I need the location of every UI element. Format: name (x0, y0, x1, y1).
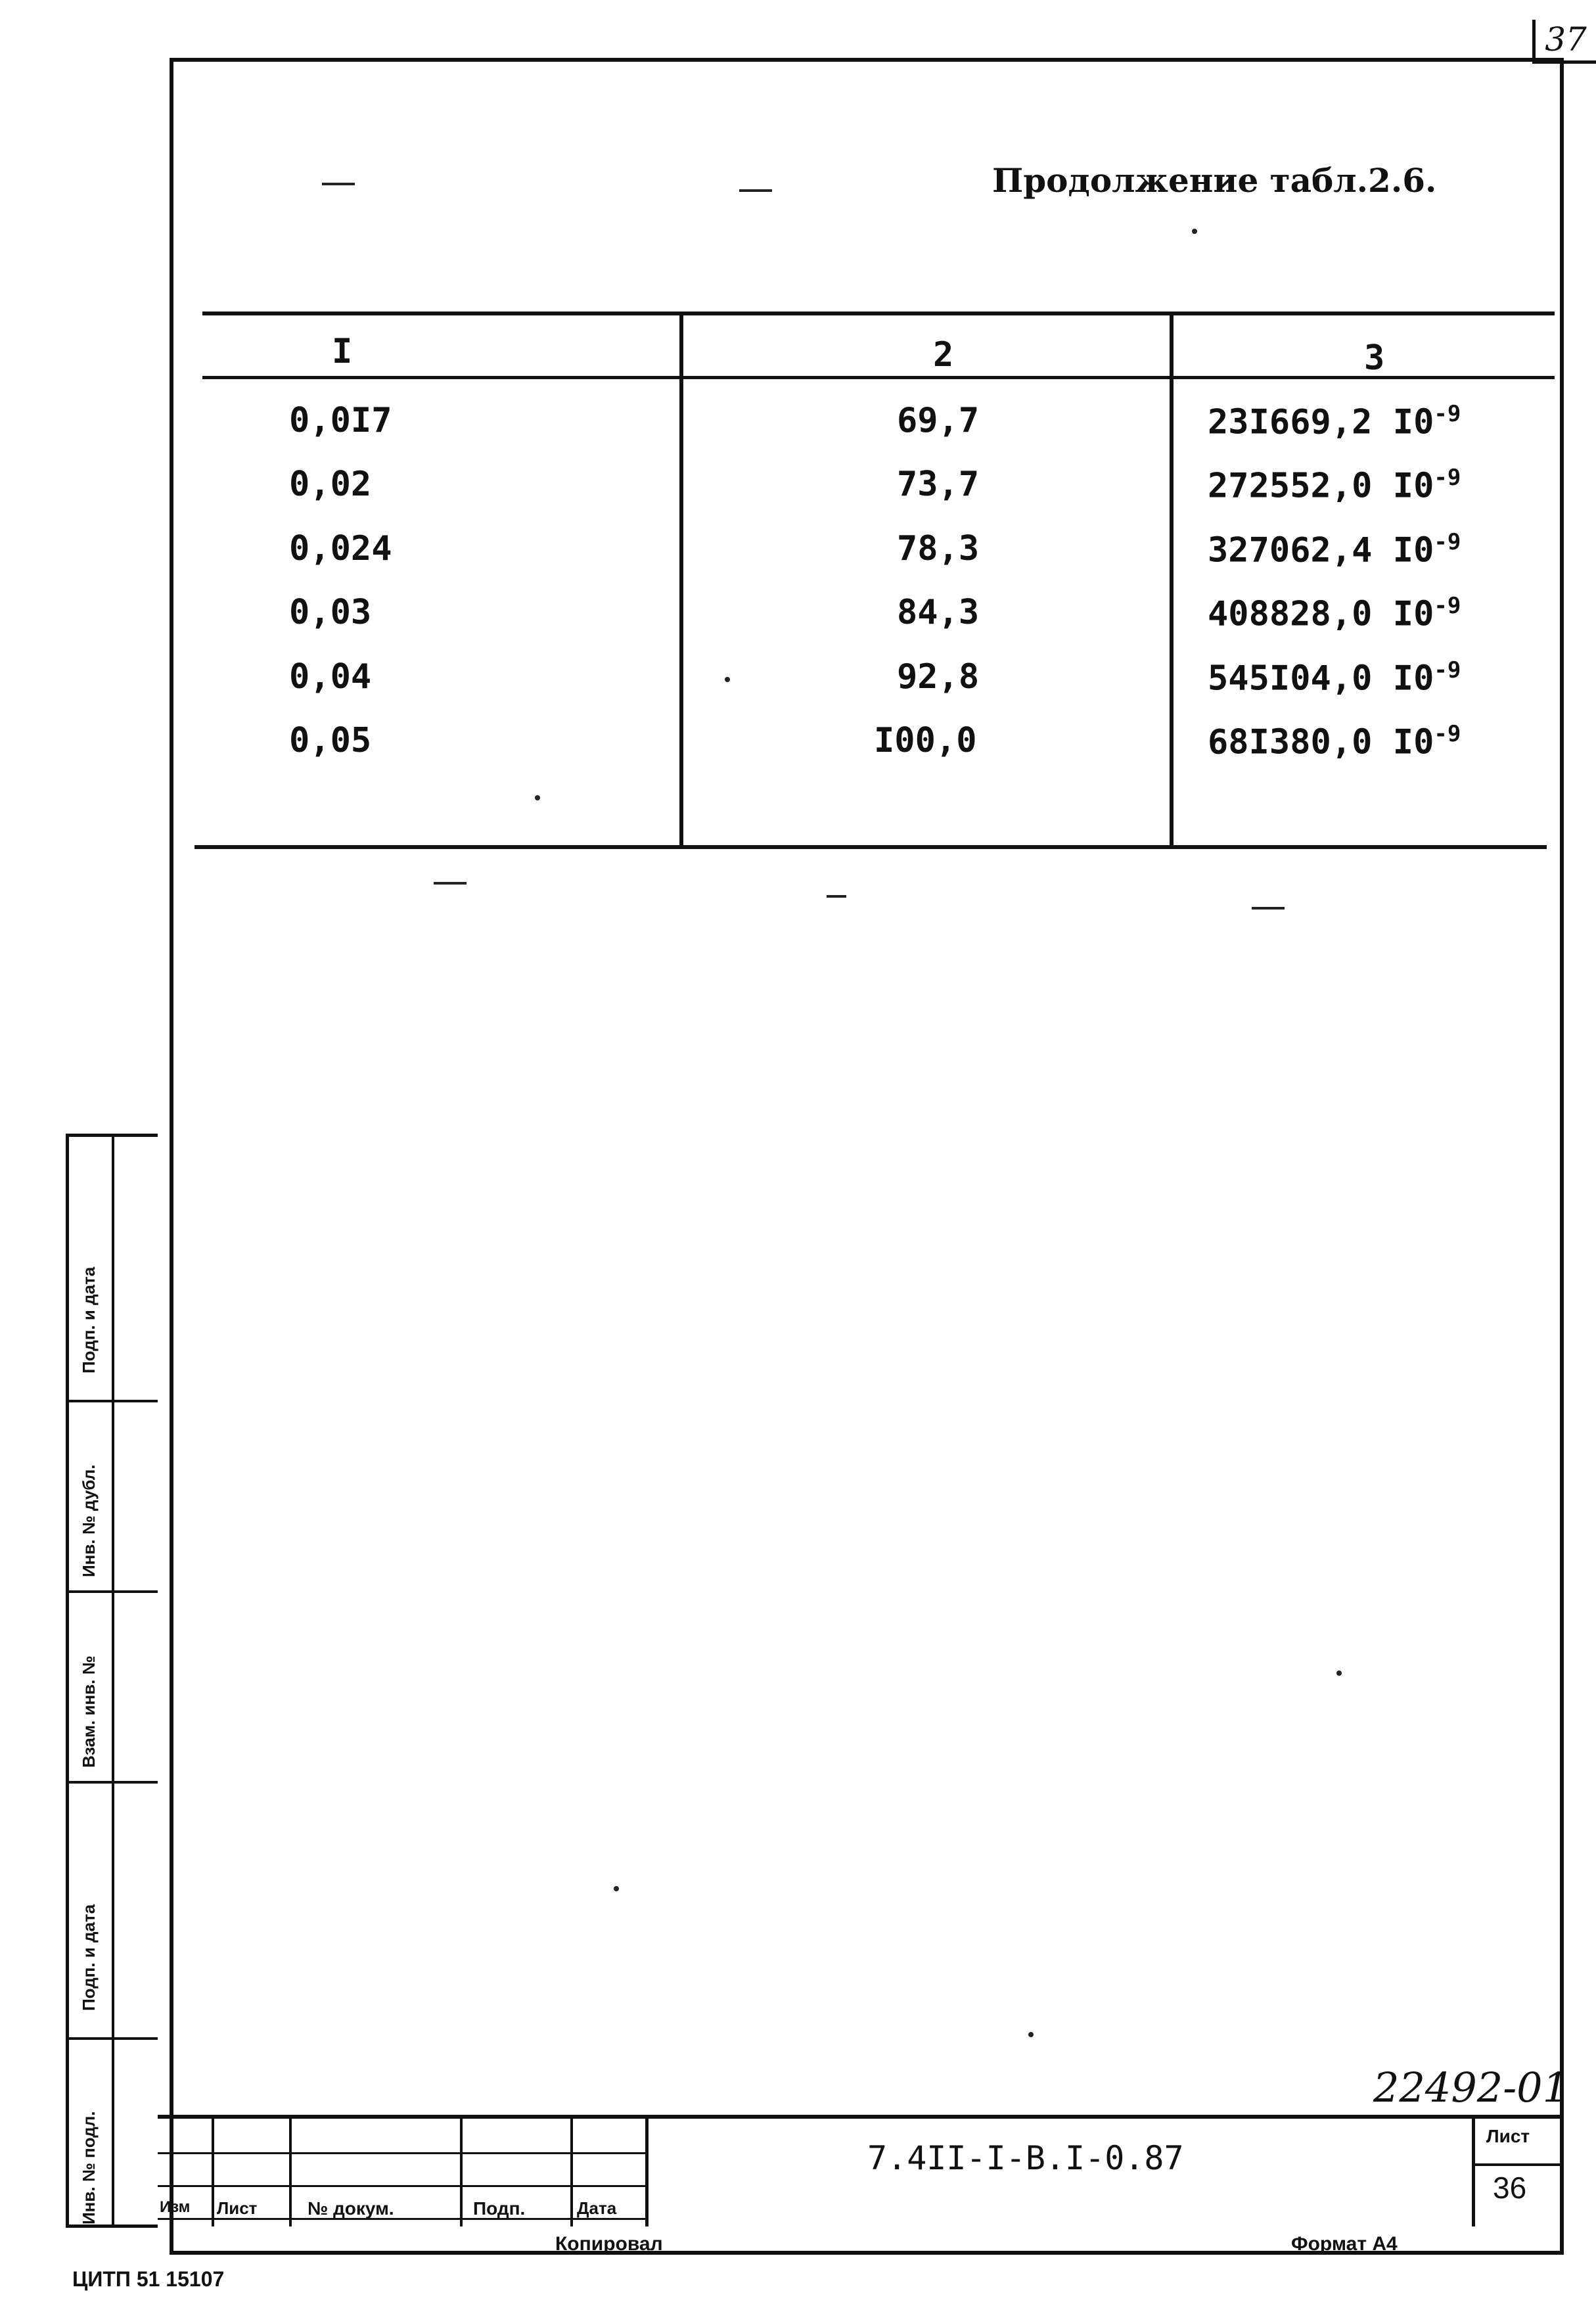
cell-col1: 0,024 (289, 529, 392, 568)
scan-speck (1336, 1671, 1342, 1676)
table-top-rule (202, 311, 1555, 315)
cell-col3: 408828,0 $I0^{-9}$ (1208, 593, 1461, 634)
cell-col1: 0,04 (289, 657, 372, 697)
scan-speck (614, 1886, 619, 1891)
title-block-row-rule (158, 2152, 647, 2154)
tb-col-date: Дата (577, 2198, 617, 2218)
scan-dash (322, 183, 355, 185)
scan-speck (535, 795, 540, 800)
cell-col3: 327062,4 $I0^{-9}$ (1208, 529, 1461, 570)
scan-dash (827, 895, 846, 898)
side-label-dup-inv: Инв. № дубл. (79, 1464, 99, 1577)
table-col-divider-1 (679, 311, 683, 848)
title-block-col-rule (289, 2115, 292, 2226)
handwritten-number: 22492-01 (1373, 2064, 1569, 2111)
cell-col2: 69,7 (897, 401, 980, 440)
table-header-col3: 3 (1364, 338, 1385, 378)
cell-col1: 0,05 (289, 721, 372, 760)
footer-copied: Копировал (555, 2233, 663, 2255)
title-block-col-rule (570, 2115, 573, 2226)
cell-col3: 545I04,0 $I0^{-9}$ (1208, 657, 1461, 699)
title-block-col-rule (212, 2115, 214, 2226)
tb-col-docnum: № докум. (308, 2198, 394, 2219)
tb-col-sheet: Лист (217, 2198, 258, 2218)
cell-col3: 23I669,2 $I0^{-9}$ (1208, 401, 1461, 442)
cell-col2: 84,3 (897, 593, 980, 632)
cell-col1: 0,03 (289, 593, 372, 632)
side-stamp-rule (66, 1781, 158, 1784)
table-header-col2: 2 (933, 335, 954, 375)
title-block-col-rule (460, 2115, 463, 2226)
cell-col2: 73,7 (897, 465, 980, 504)
title-block-col-rule (645, 2115, 649, 2226)
table-header-rule (202, 376, 1555, 379)
tb-col-sign: Подп. (473, 2198, 526, 2219)
scan-dash (739, 189, 772, 192)
footer-format: Формат А4 (1291, 2233, 1398, 2255)
side-stamp-rule (66, 1590, 158, 1593)
table-bottom-rule (194, 845, 1547, 849)
title-block-sheet-rule (1472, 2163, 1564, 2166)
scan-speck (1028, 2032, 1034, 2037)
page-frame (170, 58, 1564, 2255)
scan-speck (1192, 229, 1197, 234)
cell-col2: 92,8 (897, 657, 980, 697)
corner-sheet-number: 37 (1532, 20, 1596, 64)
cell-col2: I00,0 (874, 721, 977, 760)
table-caption: Продолжение табл.2.6. (992, 161, 1437, 200)
side-label-orig-inv: Инв. № подл. (79, 2111, 99, 2225)
side-label-sign-date-2: Подп. и дата (79, 1904, 99, 2011)
cell-col1: 0,0I7 (289, 401, 392, 440)
title-block-row-rule (158, 2185, 647, 2187)
side-label-replace-inv: Взам. инв. № (79, 1655, 99, 1768)
title-block-sheet-divider (1472, 2115, 1475, 2226)
cell-col3: 272552,0 $I0^{-9}$ (1208, 465, 1461, 506)
table-col-divider-2 (1170, 311, 1174, 848)
side-stamp-divider (112, 1134, 114, 2228)
side-stamp-rule (66, 1400, 158, 1402)
footer-printer: ЦИТП 51 15107 (72, 2267, 225, 2291)
table-header-col1: I (332, 332, 353, 371)
sheet-number: 36 (1493, 2171, 1527, 2205)
tb-col-change: Изм (160, 2198, 191, 2216)
cell-col3: 68I380,0 $I0^{-9}$ (1208, 721, 1461, 762)
document-code: 7.4II-I-B.I-0.87 (867, 2139, 1184, 2177)
side-label-sign-date: Подп. и дата (79, 1266, 99, 1373)
sheet-label: Лист (1486, 2126, 1530, 2146)
scan-dash (1252, 907, 1285, 910)
cell-col1: 0,02 (289, 465, 372, 504)
scan-speck (725, 677, 730, 682)
title-block-top-rule (158, 2115, 1564, 2119)
scan-dash (434, 882, 467, 885)
cell-col2: 78,3 (897, 529, 980, 568)
side-stamp-rule (66, 2037, 158, 2040)
